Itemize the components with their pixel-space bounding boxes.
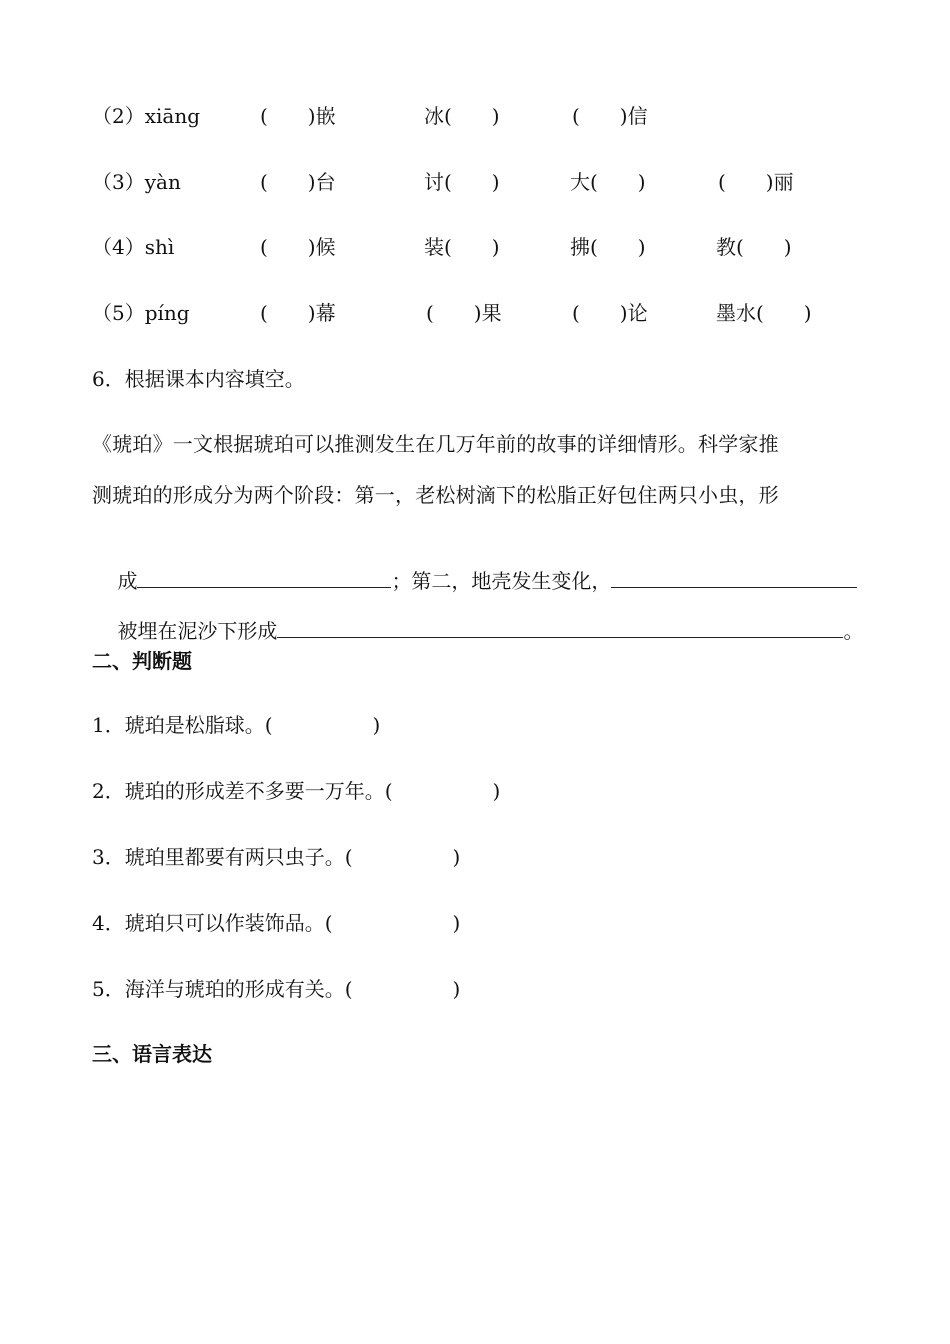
question-6-line-2: 测琥珀的形成分为两个阶段：第一，老松树滴下的松脂正好包住两只小虫，形 <box>92 483 779 507</box>
section-heading-language: 三、语言表达 <box>92 1042 212 1066</box>
pinyin-item: 大( ) <box>570 170 646 194</box>
pinyin-item: 讨( ) <box>424 170 500 194</box>
question-6-title: 6．根据课本内容填空。 <box>92 367 305 391</box>
text-fragment: 。 <box>843 619 864 643</box>
question-6-line-4 <box>92 577 863 685</box>
pinyin-label: （4）shì <box>92 235 175 259</box>
pinyin-item: ( )台 <box>260 170 336 194</box>
pinyin-label: （3）yàn <box>92 170 181 194</box>
pinyin-item: ( )嵌 <box>260 104 336 128</box>
judgement-item-4: 4．琥珀只可以作装饰品。( ) <box>92 911 461 935</box>
judgement-item-5: 5．海洋与琥珀的形成有关。( ) <box>92 977 461 1001</box>
pinyin-item: ( )幕 <box>260 301 336 325</box>
fill-blank-3[interactable] <box>277 615 843 638</box>
judgement-item-2: 2．琥珀的形成差不多要一万年。( ) <box>92 779 501 803</box>
pinyin-item: 冰( ) <box>424 104 500 128</box>
section-heading-judgement: 二、判断题 <box>92 649 192 673</box>
text-fragment: 被埋在泥沙下形成 <box>117 619 278 643</box>
text-fragment: 成 <box>117 569 138 593</box>
pinyin-label: （2）xiāng <box>92 104 201 128</box>
pinyin-label: （5）píng <box>92 301 190 325</box>
pinyin-item: ( )论 <box>572 301 648 325</box>
text-fragment: ；第二，地壳发生变化， <box>391 569 612 593</box>
pinyin-item: ( )丽 <box>718 170 794 194</box>
pinyin-item: 墨水( ) <box>716 301 812 325</box>
pinyin-item: ( )果 <box>426 301 502 325</box>
pinyin-item: ( )候 <box>260 235 336 259</box>
judgement-item-1: 1．琥珀是松脂球。( ) <box>92 713 381 737</box>
judgement-item-3: 3．琥珀里都要有两只虫子。( ) <box>92 845 461 869</box>
question-6-line-1: 《琥珀》一文根据琥珀可以推测发生在几万年前的故事的详细情形。科学家推 <box>92 432 779 456</box>
pinyin-item: 装( ) <box>424 235 500 259</box>
pinyin-item: 拂( ) <box>570 235 646 259</box>
pinyin-item: ( )信 <box>572 104 648 128</box>
pinyin-item: 教( ) <box>716 235 792 259</box>
